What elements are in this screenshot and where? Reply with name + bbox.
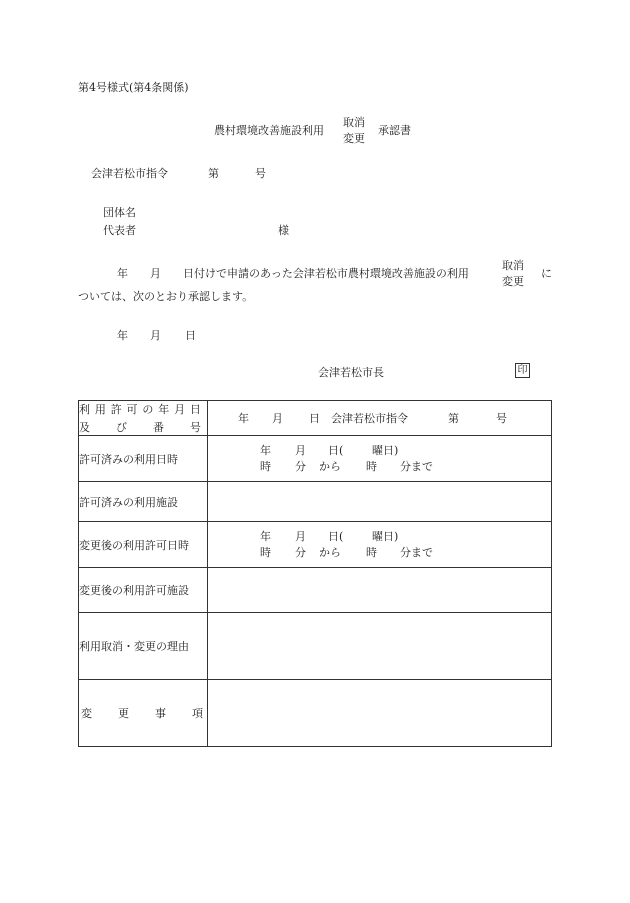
field-from: から — [319, 460, 341, 473]
title-main: 農村環境改善施設利用 — [214, 124, 324, 137]
honorific: 様 — [278, 224, 289, 237]
label-char: 更 — [118, 707, 129, 720]
reason-label — [79, 613, 208, 680]
body-text-line1: 日付けで申請のあった会津若松市農村環境改善施設の利用 — [183, 267, 469, 280]
mayor-title: 会津若松市長 — [318, 366, 384, 379]
body-particle: に — [541, 267, 552, 280]
new-facility-field[interactable] — [208, 568, 552, 613]
row-label: 許可済みの利用日時 — [79, 452, 178, 466]
label-char: 変 — [81, 707, 92, 720]
field-year: 年 — [260, 444, 271, 457]
reference-issuer: 会津若松市指令 — [91, 167, 168, 180]
organization-label: 団体名 — [103, 206, 136, 219]
row-label: 許可済みの利用施設 — [79, 495, 178, 509]
form-id: 第4号様式(第4条関係) — [78, 81, 189, 94]
label-char: の — [142, 403, 154, 416]
body-option-cancel: 取消 — [502, 259, 524, 272]
new-datetime-label — [79, 522, 208, 568]
field-minute: 分 — [295, 460, 306, 473]
field-dai: 第 — [448, 412, 459, 425]
table-row — [79, 613, 552, 680]
new-facility-label — [79, 568, 208, 613]
field-weekday: 曜日) — [372, 530, 399, 543]
label-char: 月 — [174, 403, 186, 416]
field-weekday: 曜日) — [372, 444, 399, 457]
table-row — [79, 522, 552, 568]
change-items-label — [79, 680, 208, 747]
body-option-change: 変更 — [502, 275, 524, 288]
field-minute: 分 — [295, 546, 306, 559]
permit-date-number-field[interactable] — [208, 401, 552, 436]
label-line-1 — [79, 401, 207, 417]
table-row — [79, 680, 552, 747]
field-until: 分まで — [400, 460, 433, 473]
field-go: 号 — [496, 412, 507, 425]
row-label: 利用取消・変更の理由 — [79, 640, 189, 653]
row-label: 変更後の利用許可日時 — [79, 538, 189, 552]
approved-facility-label — [79, 482, 208, 522]
table-row — [79, 436, 552, 482]
label-char: 年 — [158, 403, 170, 416]
title-option-cancel: 取消 — [343, 116, 365, 129]
table-row — [79, 401, 552, 436]
field-month: 月 — [295, 530, 306, 543]
body-month: 月 — [150, 267, 161, 280]
new-datetime-field[interactable] — [208, 522, 552, 568]
approved-facility-field[interactable] — [208, 482, 552, 522]
label-char: 号 — [190, 421, 201, 434]
label-char: 用 — [94, 403, 106, 416]
field-until: 分まで — [400, 546, 433, 559]
field-year: 年 — [260, 530, 271, 543]
field-year: 年 — [238, 412, 249, 425]
label-char: 事 — [155, 707, 166, 720]
issue-day: 日 — [185, 329, 196, 342]
field-hour: 時 — [260, 460, 271, 473]
label-char: 番 — [153, 421, 164, 434]
label-line-2 — [79, 419, 207, 435]
label-char: び — [116, 421, 127, 434]
approved-datetime-field[interactable] — [208, 436, 552, 482]
representative-label: 代表者 — [103, 224, 136, 237]
label-char: 及 — [79, 421, 90, 434]
field-day: 日 — [309, 412, 320, 425]
change-items-field[interactable] — [208, 680, 552, 747]
field-issuer: 会津若松市指令 — [331, 412, 408, 425]
issue-year: 年 — [117, 329, 128, 342]
approved-datetime-label — [79, 436, 208, 482]
title-option-change: 変更 — [343, 132, 365, 145]
field-day: 日( — [328, 530, 344, 543]
body-year: 年 — [117, 267, 128, 280]
field-hour: 時 — [260, 546, 271, 559]
label-char: 許 — [110, 403, 122, 416]
permit-date-number-label — [79, 401, 208, 436]
label-spread — [79, 705, 207, 721]
table-row — [79, 568, 552, 613]
reason-field[interactable] — [208, 613, 552, 680]
row-label: 変更後の利用許可施設 — [79, 584, 189, 597]
body-text-line2: ついては、次のとおり承認します。 — [78, 290, 254, 303]
title-suffix: 承認書 — [378, 124, 411, 137]
label-char: 項 — [192, 707, 203, 720]
table-row — [79, 482, 552, 522]
field-hour-end: 時 — [366, 546, 377, 559]
label-char: 利 — [79, 403, 90, 416]
seal-mark: 印 — [515, 363, 530, 378]
issue-month: 月 — [150, 329, 161, 342]
field-day: 日( — [328, 444, 344, 457]
approval-table — [78, 400, 552, 747]
field-month: 月 — [272, 412, 283, 425]
reference-dai: 第 — [208, 167, 219, 180]
field-hour-end: 時 — [366, 460, 377, 473]
reference-go: 号 — [255, 167, 266, 180]
field-month: 月 — [295, 444, 306, 457]
label-char: 日 — [189, 403, 201, 416]
label-char: 可 — [126, 403, 138, 416]
field-from: から — [319, 546, 341, 559]
